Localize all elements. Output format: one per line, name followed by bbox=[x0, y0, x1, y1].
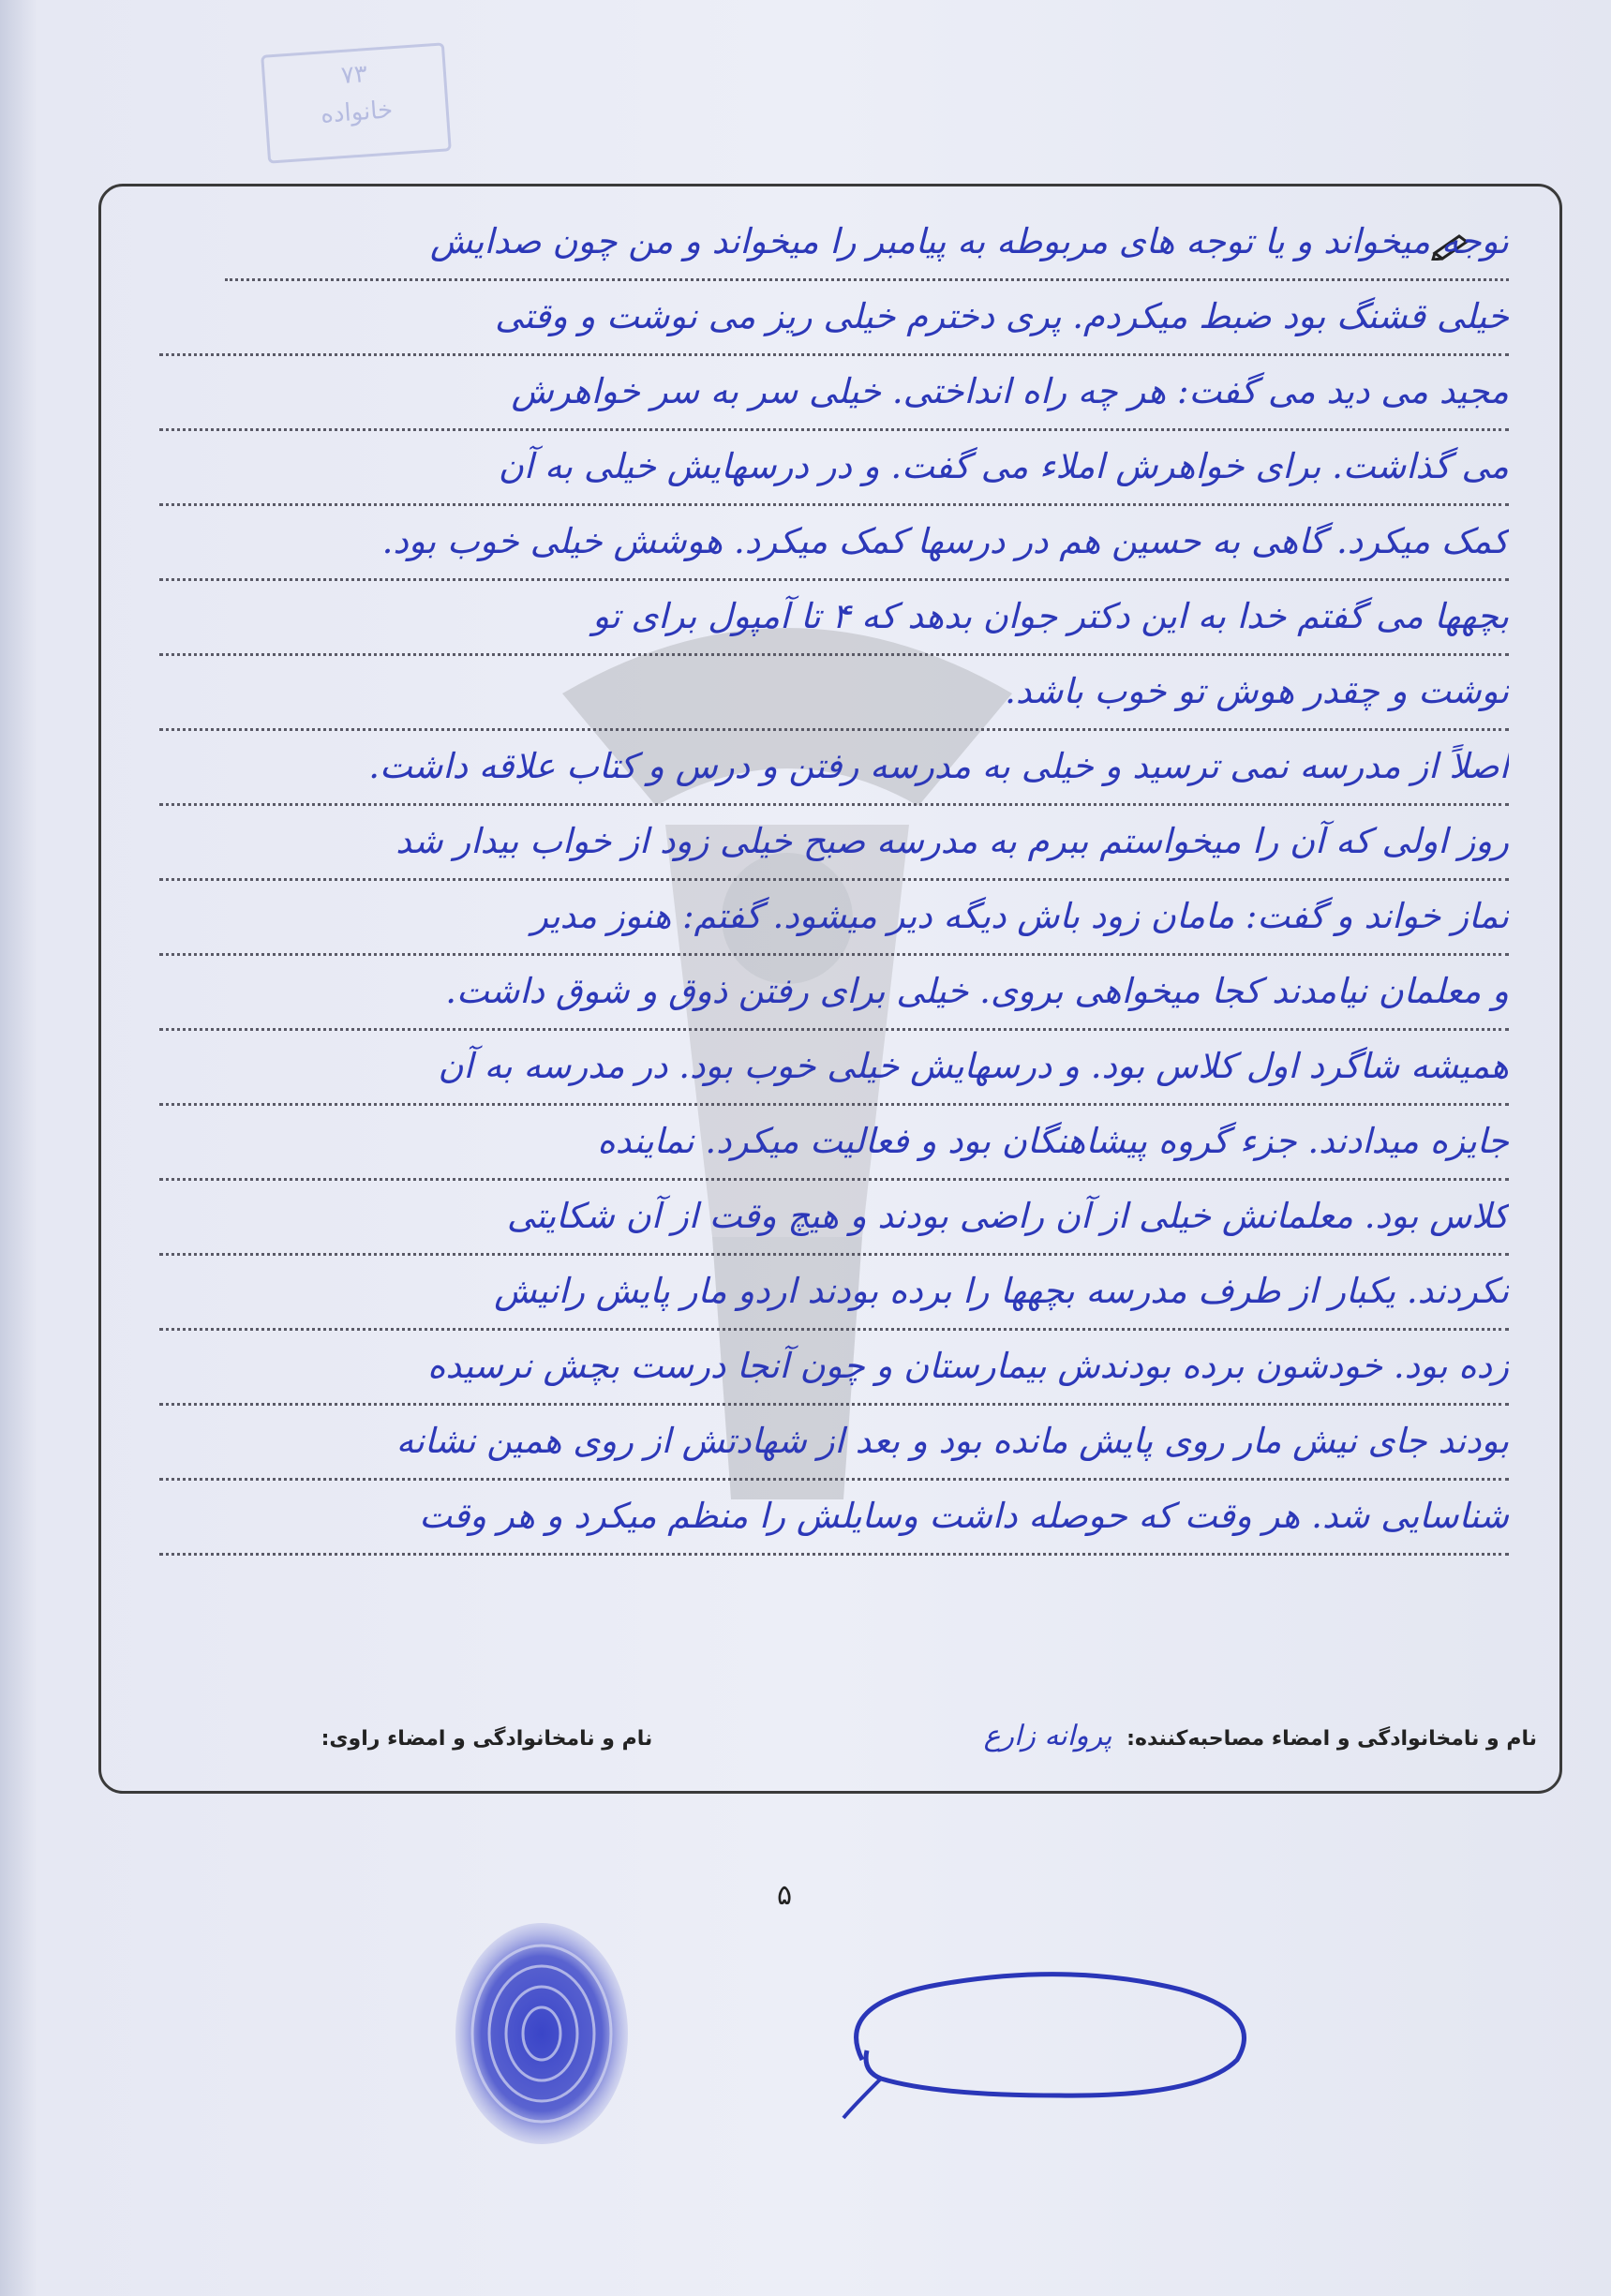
narrator-label: نام و نامخانوادگی و امضاء راوی: bbox=[321, 1727, 653, 1751]
text-line: زده بود. خودشون برده بودندش بیمارستان و چون آنجا درست بچش نرسیده bbox=[159, 1331, 1509, 1406]
text-line: بچهها می گفتم خدا به این دکتر جوان بدهد که ۴ تا آمپول برای تو bbox=[159, 581, 1509, 656]
text-line: می گذاشت. برای خواهرش املاء می گفت. و در درسهایش خیلی به آن bbox=[159, 431, 1509, 506]
text-line: کلاس بود. معلمانش خیلی از آن راضی بودند و هیچ وقت از آن شکایتی bbox=[159, 1181, 1509, 1256]
page-number: ۵ bbox=[777, 1879, 793, 1912]
text-line: اصلاً از مدرسه نمی ترسید و خیلی به مدرسه رفتن و درس و کتاب علاقه داشت. bbox=[159, 731, 1509, 806]
text-line: نکردند. یکبار از طرف مدرسه بچهها را برده بودند اردو مار پایش رانیش bbox=[159, 1256, 1509, 1331]
text-line: و معلمان نیامدند کجا میخواهی بروی. خیلی برای رفتن ذوق و شوق داشت. bbox=[159, 956, 1509, 1031]
text-line: خیلی قشنگ بود ضبط میکردم. پری دخترم خیلی ریز می نوشت و وقتی bbox=[159, 281, 1509, 356]
text-line: نماز خواند و گفت: مامان زود باش دیگه دیر میشود. گفتم: هنوز مدیر bbox=[159, 881, 1509, 956]
signature bbox=[825, 1947, 1275, 2125]
text-line: نوشت و چقدر هوش تو خوب باشد. bbox=[159, 656, 1509, 731]
text-line: مجید می دید می گفت: هر چه راه انداختی. خیلی سر به سر خواهرش bbox=[159, 356, 1509, 431]
archive-stamp bbox=[261, 42, 452, 163]
text-line: همیشه شاگرد اول کلاس بود. و درسهایش خیلی خوب بود. در مدرسه به آن bbox=[159, 1031, 1509, 1106]
signature-footer bbox=[122, 1720, 1537, 1767]
stamp-line-1: ۷۳ bbox=[339, 60, 368, 91]
text-line: شناسایی شد. هر وقت که حوصله داشت وسایلش را منظم میکرد و هر وقت bbox=[159, 1481, 1509, 1556]
stamp-line-2: خانواده bbox=[320, 96, 395, 129]
text-line: جایزه میدادند. جزء گروه پیشاهنگان بود و فعالیت میکرد. نماینده bbox=[159, 1106, 1509, 1181]
interviewer-label: نام و نامخانوادگی و امضاء مصاحبه‌کننده: bbox=[1126, 1727, 1537, 1751]
text-line: کمک میکرد. گاهی به حسین هم در درسها کمک میکرد. هوشش خیلی خوب بود. bbox=[159, 506, 1509, 581]
interviewer-name: پروانه زارع bbox=[983, 1720, 1112, 1752]
fingerprint bbox=[448, 1916, 635, 2151]
text-line: توجه میخواند و یا توجه های مربوطه به پیامبر را میخواند و من چون صدایش bbox=[225, 206, 1509, 281]
text-line: روز اولی که آن را میخواستم ببرم به مدرسه صبح خیلی زود از خواب بیدار شد bbox=[159, 806, 1509, 881]
text-line: بودند جای نیش مار روی پایش مانده بود و بعد از شهادتش از روی همین نشانه bbox=[159, 1406, 1509, 1481]
